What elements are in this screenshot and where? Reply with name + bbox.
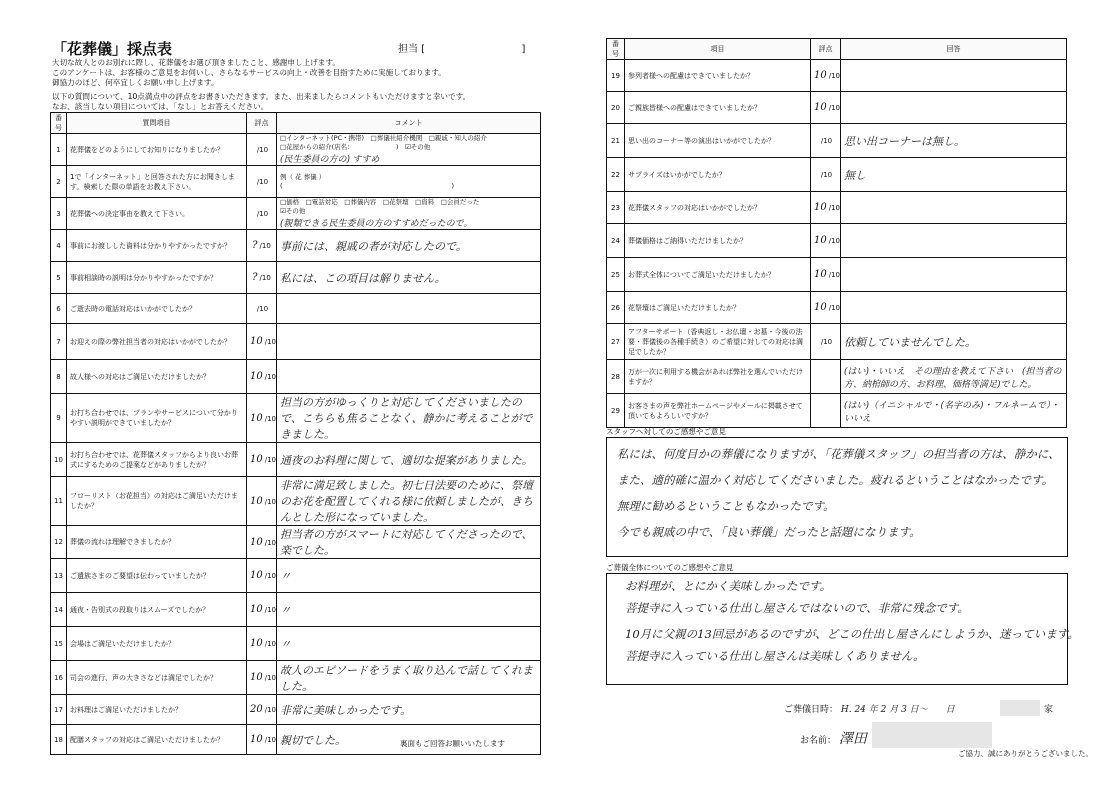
row-number: 9 <box>51 394 67 443</box>
table-row <box>51 593 541 627</box>
table-row <box>51 360 541 394</box>
comment-text: 私には、この項目は解りません。 <box>280 271 446 285</box>
col-header-score: 評点 <box>247 113 277 134</box>
row-number: 3 <box>51 198 67 230</box>
row-number: 29 <box>607 394 625 428</box>
comment-extra: すすめ <box>352 155 380 165</box>
item-text: ご親族皆様への配慮はできていましたか？ <box>625 92 811 124</box>
score-value: 10 <box>250 371 263 382</box>
row-number: 16 <box>51 661 67 695</box>
overall-comment-line: 菩提寺に入っている仕出し屋さんは美味しくありません。 <box>625 649 925 663</box>
score-max: /10 <box>820 137 833 145</box>
row-number: 24 <box>607 224 625 258</box>
score-value: 10 <box>250 672 263 683</box>
comment-text: 親切でした。 <box>280 733 346 747</box>
table-row <box>607 224 1067 258</box>
question-text: お迎えの際の弊社担当者の対応はいかがでしたか？ <box>67 324 247 360</box>
overall-comment-line: お料理が、とにかく美味しかったです。 <box>625 579 832 593</box>
table-row <box>51 661 541 695</box>
score-max: /10 <box>256 210 269 218</box>
row-number: 13 <box>51 559 67 593</box>
score-max: /10 <box>828 304 840 312</box>
score-value: ? <box>252 240 258 251</box>
score-cell <box>811 360 841 394</box>
score-max: /10 <box>264 640 276 648</box>
comment-cell <box>277 294 541 324</box>
score-cell <box>811 60 841 92</box>
question-text: ご遺族さまのご要望は伝わっていましたか？ <box>67 559 247 593</box>
answer-cell <box>841 360 1067 394</box>
intro-text <box>52 58 542 112</box>
score-cell <box>247 627 277 661</box>
comment-text: 担当者の方がスマートに対応してくださったので、楽でした。 <box>280 528 533 557</box>
item-text: 花祭壇はご満足いただけましたか？ <box>625 292 811 324</box>
question-text: 事前にお渡しした資料は分かりやすかったですか？ <box>67 230 247 262</box>
comment-cell <box>277 166 541 198</box>
answer-text: 依頼していませんでした。 <box>844 335 976 349</box>
table-row <box>607 124 1067 158</box>
comment-cell <box>277 360 541 394</box>
score-cell <box>811 158 841 192</box>
item-text: 葬儀価格はご納得いただけましたか？ <box>625 224 811 258</box>
score-cell <box>811 192 841 224</box>
comment-text: 〃 <box>280 637 291 651</box>
row-number: 2 <box>51 166 67 198</box>
table-row <box>51 477 541 526</box>
score-max: /10 <box>259 274 271 282</box>
answer-option: □花屋からの紹介(店名： ) ☑その他 <box>280 143 431 151</box>
score-max: /10 <box>264 338 276 346</box>
score-cell <box>247 443 277 477</box>
col-header-score: 評点 <box>811 39 841 60</box>
score-max: /10 <box>264 538 276 547</box>
item-text: サプライズはいかがでしたか？ <box>625 158 811 192</box>
score-max: /10 <box>264 606 276 614</box>
funeral-date-label: ご葬儀日時： <box>784 705 839 715</box>
score-cell <box>811 324 841 360</box>
score-max: /10 <box>264 414 276 423</box>
row-number: 26 <box>607 292 625 324</box>
question-text: 1で「インターネット」と回答された方にお聞きします。検索した際の単語をお教え下さい。 <box>67 166 247 198</box>
question-text: ご逝去時の電話対応はいかがでしたか？ <box>67 294 247 324</box>
score-max: /10 <box>256 146 269 154</box>
score-cell <box>247 526 277 559</box>
redacted-area <box>1000 700 1040 716</box>
row-number: 10 <box>51 443 67 477</box>
score-cell <box>247 477 277 526</box>
score-cell <box>811 92 841 124</box>
question-text: お打ち合わせでは、プランやサービスについて分かりやすい説明ができていましたか？ <box>67 394 247 443</box>
question-text: 花葬儀への決定事由を教えて下さい。 <box>67 198 247 230</box>
staff-comment-line: 無理に勧めるということもなかったです。 <box>617 499 835 513</box>
table-row <box>607 324 1067 360</box>
table-row <box>51 627 541 661</box>
answer-cell <box>841 92 1067 124</box>
comment-cell <box>277 661 541 695</box>
question-text: お料理はご満足いただけましたか？ <box>67 695 247 725</box>
staff-comment-line: 私には、何度目かの葬儀になりますが、「花葬儀スタッフ」の担当者の方は、静かに、 <box>617 447 1060 461</box>
score-cell <box>247 262 277 294</box>
col-header-number: 番号 <box>607 39 625 60</box>
answer-cell <box>841 124 1067 158</box>
col-header-comment: コメント <box>277 113 541 134</box>
row-number: 5 <box>51 262 67 294</box>
comment-cell <box>277 443 541 477</box>
comment-cell <box>277 394 541 443</box>
comment-text: 担当の方がゆっくりと対応してくださいましたので、こちらも焦ることなく、静かに考えることができました。 <box>280 396 533 441</box>
score-max: /10 <box>259 242 271 250</box>
staff-comment-line: 今でも親戚の中で、「良い葬儀」だったと話題になります。 <box>617 525 921 539</box>
answer-text: (はい)・いいえ その理由を教えて下さい (担当者の方、納棺師の方、お料理、価格等満足)でした。 <box>844 366 1062 390</box>
comment-text: 〃 <box>280 603 291 617</box>
table-row <box>51 394 541 443</box>
table-row <box>607 258 1067 292</box>
score-max: /10 <box>256 178 269 186</box>
score-value: 10 <box>250 638 263 649</box>
score-cell <box>811 394 841 428</box>
score-cell <box>247 294 277 324</box>
staff-comments-box <box>606 437 1068 557</box>
back-side-note: 裏面もご回答お願いいたします <box>400 739 505 748</box>
comment-cell <box>277 627 541 661</box>
row-number: 1 <box>51 134 67 166</box>
answer-option: □価格 □電話対応 □葬儀内容 □花祭壇 □資料 □会員だった <box>280 198 480 206</box>
score-value: 10 <box>814 70 827 81</box>
score-max: /10 <box>828 72 840 80</box>
answer-text: 無し <box>844 168 866 182</box>
answer-text: (はい)（イニシャルで・(名字のみ)・フルネームで）・ いいえ <box>844 400 1069 424</box>
table-row <box>607 360 1067 394</box>
score-cell <box>247 360 277 394</box>
table-row <box>51 324 541 360</box>
overall-comment-line: 菩提寺に入っている仕出し屋さんではないので、非常に残念です。 <box>625 601 969 615</box>
score-max: /10 <box>264 674 276 682</box>
staff-in-charge-close: ] <box>521 44 526 55</box>
question-text: 葬儀の流れは理解できましたか？ <box>67 526 247 559</box>
answer-cell <box>841 224 1067 258</box>
thanks-note: ご協力、誠にありがとうございました。 <box>958 749 1093 758</box>
col-header-number: 番号 <box>51 113 67 134</box>
table-row <box>607 60 1067 92</box>
answer-text: 思い出コーナーは無し。 <box>844 134 965 148</box>
row-number: 23 <box>607 192 625 224</box>
table-row <box>51 443 541 477</box>
score-max: /10 <box>820 338 833 346</box>
answer-option: ( ) <box>280 181 455 190</box>
comment-text: 非常に満足致しました。初七日法要のために、祭壇のお花を配置してくれる様に依頼しましたが、きちんとした形になっていました。 <box>280 479 533 524</box>
score-cell <box>811 258 841 292</box>
comment-cell <box>277 593 541 627</box>
answer-cell <box>841 394 1067 428</box>
answer-option: 例（ 花 葬儀 ） <box>280 172 326 181</box>
col-header-question: 質問項目 <box>67 113 247 134</box>
intro-line: 大切な故人とのお別れに際し、花葬儀をお選び頂きましたこと、感謝申し上げます。 <box>52 58 340 67</box>
score-cell <box>247 559 277 593</box>
question-text: 事前相談時の説明は分かりやすかったですか？ <box>67 262 247 294</box>
comment-cell <box>277 198 541 230</box>
score-cell <box>247 661 277 695</box>
comment-text: 事前には、親戚の者が対応したので。 <box>280 239 467 253</box>
score-value: ? <box>252 272 258 283</box>
score-value: 10 <box>250 495 263 507</box>
score-cell <box>247 324 277 360</box>
item-text: 万が一次に利用する機会があれば弊社を選んでいただけますか？ <box>625 360 811 394</box>
comment-cell <box>277 477 541 526</box>
score-value: 10 <box>814 102 827 113</box>
score-max: /10 <box>264 736 276 744</box>
question-text: お打ち合わせでは、花葬儀スタッフからより良いお葬式にするためのご提案などがありましたか？ <box>67 443 247 477</box>
name-value: 澤田 <box>838 731 867 747</box>
right-score-table <box>606 38 1067 428</box>
score-max: /10 <box>820 171 833 179</box>
name-field <box>800 728 867 748</box>
answer-cell <box>841 60 1067 92</box>
comment-cell <box>277 526 541 559</box>
overall-comment-line: 10月に父親の13回忌があるのですが、どこの仕出し屋さんにしようか、迷っています。 <box>625 627 1079 641</box>
row-number: 12 <box>51 526 67 559</box>
score-cell <box>247 394 277 443</box>
table-row <box>607 92 1067 124</box>
score-value: 10 <box>250 570 263 581</box>
overall-comments-label: ご葬儀全体についてのご感想やご意見 <box>606 563 734 572</box>
table-row <box>607 292 1067 324</box>
staff-in-charge-label: 担当 [ <box>398 44 426 55</box>
row-number: 14 <box>51 593 67 627</box>
score-cell <box>247 593 277 627</box>
answer-cell <box>841 258 1067 292</box>
row-number: 22 <box>607 158 625 192</box>
comment-cell <box>277 695 541 725</box>
row-number: 27 <box>607 324 625 360</box>
score-value: 10 <box>814 202 827 213</box>
table-row <box>51 559 541 593</box>
comment-text: 故人のエピソードをうまく取り込んで話してくれました。 <box>280 663 533 693</box>
answer-cell <box>841 324 1067 360</box>
item-text: お葬式全体についてご満足いただけましたか？ <box>625 258 811 292</box>
table-row <box>51 695 541 725</box>
table-row <box>607 394 1067 428</box>
intro-line: 以下の質問について、10点満点中の評点をお書きいただきます。また、出来ましたらコメントもいただけますと幸いです。 <box>52 92 471 101</box>
score-max: /10 <box>828 237 840 245</box>
funeral-date-field <box>784 702 955 715</box>
answer-option: □インターネット(PC・携帯) □葬儀社紹介機関 □親戚・知人の紹介 <box>280 134 487 142</box>
question-text: 故人様への対応はご満足いただけましたか？ <box>67 360 247 394</box>
row-number: 19 <box>607 60 625 92</box>
score-max: /10 <box>828 271 840 279</box>
score-max: /10 <box>264 572 276 580</box>
table-row <box>51 230 541 262</box>
item-text: 花葬儀スタッフの対応はいかがでしたか？ <box>625 192 811 224</box>
row-number: 8 <box>51 360 67 394</box>
comment-cell <box>277 262 541 294</box>
item-text: 参列者様への配慮はできていましたか？ <box>625 60 811 92</box>
question-text: フローリスト（お花担当）の対応はご満足いただけましたか？ <box>67 477 247 526</box>
score-value: 20 <box>250 704 263 715</box>
item-text: お客さまの声を弊社ホームページやメールに掲載させて頂いてもよろしいですか？ <box>625 394 811 428</box>
table-row <box>607 192 1067 224</box>
item-text: 思い出のコーナー等の演出はいかがでしたか？ <box>625 124 811 158</box>
question-text: 配膳スタッフの対応はご満足いただけましたか？ <box>67 725 247 755</box>
question-text: 通夜・告別式の段取りはスムーズでしたか？ <box>67 593 247 627</box>
score-value: 10 <box>250 604 263 615</box>
table-row <box>51 262 541 294</box>
score-max: /10 <box>264 373 276 381</box>
table-row <box>51 294 541 324</box>
score-value: 10 <box>814 269 827 280</box>
funeral-date-value: H. 24 年 2 月 3 日〜 日 <box>840 705 955 715</box>
intro-line: なお、該当しない項目については、「なし」とお答えください。 <box>52 102 269 111</box>
question-text: 司会の進行、声の大きさなどは満足でしたか？ <box>67 661 247 695</box>
score-max: /10 <box>264 706 276 714</box>
name-label: お名前： <box>800 736 837 746</box>
score-max: /10 <box>264 497 276 506</box>
answer-cell <box>841 158 1067 192</box>
house-suffix: 家 <box>1044 705 1054 715</box>
comment-text: 非常に美味しかったです。 <box>280 703 412 717</box>
row-number: 21 <box>607 124 625 158</box>
comment-text: (親類できる民生委員の方のすすめだったので。 <box>280 219 473 229</box>
redacted-area <box>872 722 992 748</box>
row-number: 11 <box>51 477 67 526</box>
score-value: 10 <box>814 235 827 246</box>
staff-comment-line: また、適的確に温かく対応してくださいました。疲れるということはなかったです。 <box>617 473 1054 487</box>
intro-line: 御協力のほど、何卒宜しくお願い申し上げます。 <box>52 78 219 87</box>
score-max: /10 <box>828 104 840 112</box>
row-number: 6 <box>51 294 67 324</box>
score-value: 10 <box>250 336 263 347</box>
row-number: 4 <box>51 230 67 262</box>
row-number: 20 <box>607 92 625 124</box>
score-cell <box>811 224 841 258</box>
score-value: 10 <box>250 454 263 465</box>
score-max: /10 <box>256 305 269 313</box>
row-number: 28 <box>607 360 625 394</box>
table-row <box>607 158 1067 192</box>
score-cell <box>247 725 277 755</box>
answer-cell <box>841 292 1067 324</box>
score-cell <box>247 695 277 725</box>
staff-in-charge-field <box>398 40 525 55</box>
intro-line: このアンケートは、お客様のご意見をお伺いし、さらなるサービスの向上・改善を目指すために実施しております。 <box>52 68 446 77</box>
score-max: /10 <box>828 204 840 212</box>
item-text: アフターサポート（香典返し・お仏壇・お墓・今後の法要・葬儀後の各種手続き）のご希望に対しての対応は満足でしたか？ <box>625 324 811 360</box>
comment-cell <box>277 134 541 166</box>
score-cell <box>811 124 841 158</box>
row-number: 18 <box>51 725 67 755</box>
row-number: 17 <box>51 695 67 725</box>
row-number: 15 <box>51 627 67 661</box>
score-cell <box>247 134 277 166</box>
table-row <box>51 526 541 559</box>
answer-option: ☑その他 <box>280 207 306 215</box>
comment-text: 〃 <box>280 569 291 583</box>
score-max: /10 <box>264 456 276 464</box>
score-cell <box>247 166 277 198</box>
table-row <box>51 166 541 198</box>
row-number: 25 <box>607 258 625 292</box>
question-text: 会場はご満足いただけましたか？ <box>67 627 247 661</box>
score-cell <box>247 230 277 262</box>
staff-comments-label: スタッフへ対してのご感想やご意見 <box>606 427 726 436</box>
col-header-item: 項目 <box>625 39 811 60</box>
comment-cell <box>277 324 541 360</box>
row-number: 7 <box>51 324 67 360</box>
col-header-answer: 回答 <box>841 39 1067 60</box>
left-score-table <box>50 112 541 755</box>
sheet-title: 「花葬儀」採点表 <box>52 40 173 58</box>
score-value: 10 <box>250 412 263 424</box>
table-row <box>51 134 541 166</box>
answer-cell <box>841 192 1067 224</box>
score-value: 10 <box>250 734 263 745</box>
score-cell <box>811 292 841 324</box>
score-value: 10 <box>250 536 263 548</box>
overall-comments-box <box>606 573 1079 685</box>
score-value: 10 <box>814 302 827 313</box>
question-text: 花葬儀をどのようにしてお知りになりましたか？ <box>67 134 247 166</box>
comment-text: 通夜のお料理に関して、適切な提案がありました。 <box>280 453 533 467</box>
comment-text: (民生委員の方の) <box>280 155 351 165</box>
comment-cell <box>277 559 541 593</box>
score-cell <box>247 198 277 230</box>
comment-cell <box>277 230 541 262</box>
table-row <box>51 198 541 230</box>
